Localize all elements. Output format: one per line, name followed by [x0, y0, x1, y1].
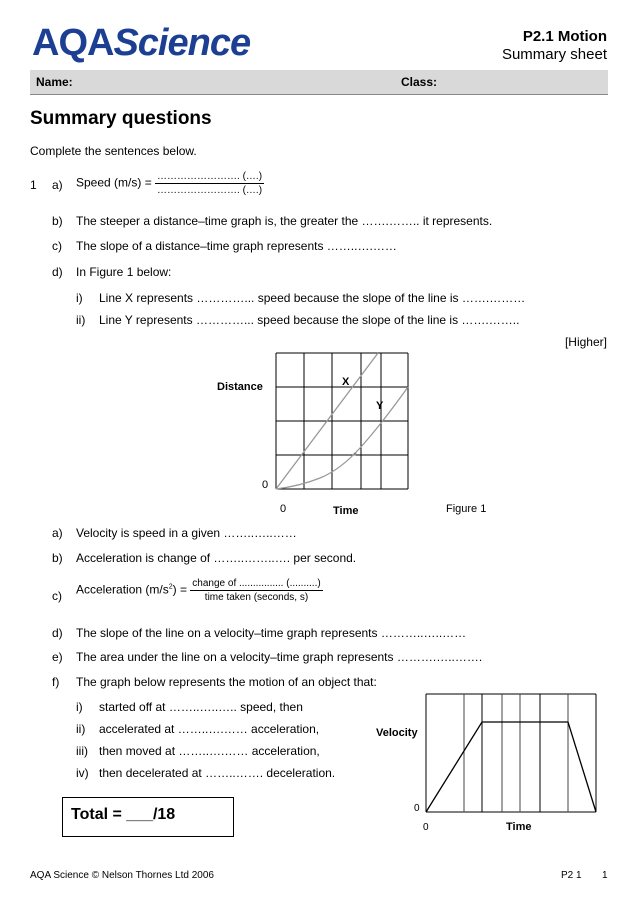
acceleration-fraction [190, 578, 322, 603]
figure1-caption: Figure 1 [446, 503, 487, 515]
sheet-title: P2.1 Motion [522, 28, 607, 45]
line-x-label: X [342, 376, 350, 388]
q2a-text: Velocity is speed in a given ……..…..…… [76, 526, 297, 540]
velocity-line [426, 722, 596, 812]
class-label: Class: [401, 75, 438, 89]
line-y-label: Y [376, 400, 384, 412]
speed-numerator: ……………………. (….) [157, 171, 263, 182]
q2c-superscript: 2 [168, 583, 173, 591]
q1c-text: The slope of a distance–time graph represents ……..….…… [76, 239, 397, 253]
q1a-label: a) [52, 178, 63, 192]
q1d-text: In Figure 1 below: [76, 265, 172, 279]
q1d-ii-label: ii) [76, 313, 86, 327]
figure2-ylabel: Velocity [376, 727, 418, 739]
q2f-iv-label: iv) [76, 766, 89, 780]
figure2-velocity-time-graph [372, 686, 608, 836]
figure1-origin-x: 0 [280, 503, 287, 515]
line-y [276, 387, 408, 489]
q2f-text: The graph below represents the motion of an object that: [76, 675, 377, 689]
q2c-text-post: ) = [172, 582, 187, 597]
q2e-text: The area under the line on a velocity–time graph represents ……….…..……. [76, 650, 483, 664]
figure2-xlabel: Time [506, 821, 532, 833]
figure1-distance-time-graph [210, 348, 510, 520]
q2f-i-label: i) [76, 700, 83, 714]
q1b-text: The steeper a distance–time graph is, the greater the …….…….. it represents. [76, 214, 493, 228]
q1d-ii-text: Line Y represents …………... speed because the slope of the line is …….…….. [99, 313, 520, 327]
speed-denominator: ……………………. (….) [157, 185, 263, 196]
q2c-label: c) [52, 589, 62, 603]
q1d-label: d) [52, 265, 63, 279]
q2a-label: a) [52, 526, 63, 540]
total-score-box: Total = ___/18 [62, 797, 234, 837]
page-heading: Summary questions [30, 108, 212, 129]
footer-code: P2 1 [561, 870, 582, 881]
q2d-label: d) [52, 626, 63, 640]
q2d-text: The slope of the line on a velocity–time graph represents ………..…..…… [76, 626, 467, 640]
line-y-point [354, 453, 357, 456]
figure2-origin-y: 0 [414, 803, 420, 814]
q2f-ii-label: ii) [76, 722, 86, 736]
sheet-subtitle: Summary sheet [501, 46, 607, 63]
figure1-xlabel: Time [333, 505, 359, 517]
speed-fraction [155, 171, 264, 196]
acceleration-denominator: time taken (seconds, s) [204, 592, 309, 603]
figure2-grid [426, 694, 596, 812]
q2f-iv-text: then decelerated at ……..……. deceleration. [99, 766, 336, 780]
acceleration-numerator: change of ................ (..........) [192, 578, 321, 589]
q1-number: 1 [30, 178, 37, 192]
aqa-science-logo [32, 22, 250, 65]
name-class-bar [30, 70, 608, 95]
figure1-origin-y: 0 [262, 479, 269, 491]
footer-page-number: 1 [602, 870, 608, 881]
q2b-text: Acceleration is change of ……..……..…. per second. [76, 551, 357, 565]
q2c-text-pre: Acceleration (m/s [76, 582, 169, 597]
logo-aqa: AQA [32, 22, 114, 64]
q2c-acceleration-formula [76, 578, 323, 603]
q2f-iii-label: iii) [76, 744, 88, 758]
instruction: Complete the sentences below. [30, 144, 197, 158]
q2f-i-text: started off at ……..…..….. speed, then [99, 700, 303, 714]
name-label: Name: [36, 75, 73, 89]
q2f-iii-text: then moved at ……..….…… acceleration, [99, 744, 320, 758]
q1d-i-label: i) [76, 291, 83, 305]
q1a-speed-formula [76, 171, 264, 196]
q2f-ii-text: accelerated at ……..….…… acceleration, [99, 722, 320, 736]
q1b-label: b) [52, 214, 63, 228]
logo-science: Science [113, 22, 251, 64]
q2f-label: f) [52, 675, 60, 689]
footer-copyright: AQA Science © Nelson Thornes Ltd 2006 [30, 870, 214, 881]
q2b-label: b) [52, 551, 63, 565]
q1a-text: Speed (m/s) = [76, 175, 152, 190]
higher-tag: [Higher] [564, 335, 607, 349]
figure1-ylabel: Distance [217, 381, 263, 393]
q1d-i-text: Line X represents …………... speed because the slope of the line is …….……… [99, 291, 526, 305]
q2e-label: e) [52, 650, 63, 664]
figure2-origin-x: 0 [423, 822, 429, 833]
figure1-grid [276, 353, 408, 489]
q1c-label: c) [52, 239, 62, 253]
